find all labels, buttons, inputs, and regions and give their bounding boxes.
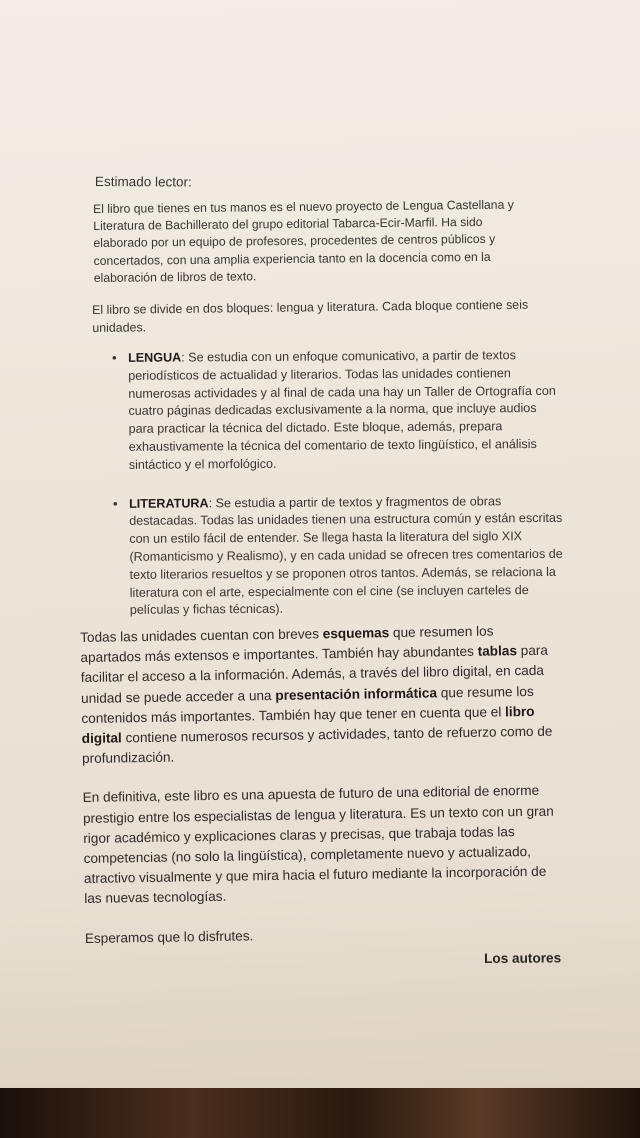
intro-paragraph: El libro que tienes en tus manos es el nuevo proyecto de Lengua Castellana y Literatura de Bachillerato del grupo editorial Tabarca-Ecir-Marfil. Ha sido elaborado por un equipo de profesores, procedentes de centros públicos y concertados, con una amplia experiencia tanto en la docencia como en la elaboración de libros de texto. xyxy=(93,197,514,285)
units-paragraph: Todas las unidades cuentan con breves esquemas que resumen los apartados más extensos e importantes. También hay abundantes tablas para facilitar el acceso a la información. Además, a través del libro digital, en cada unidad se puede acceder a una presentación informática que resume los contenidos más importantes. También hay que tener en cuenta que el libro digital contiene numerosos recursos y actividades, tanto de refuerzo como de profundización. xyxy=(80,623,553,767)
closing-line: Esperamos que lo disfrutes. xyxy=(84,927,254,946)
division-paragraph: El libro se divide en dos bloques: lengua y literatura. Cada bloque contiene seis unidades. xyxy=(92,297,529,335)
block-list xyxy=(108,347,566,641)
emphasis-esquemas: esquemas xyxy=(322,625,390,642)
conclusion-paragraph: En definitiva, este libro es una apuesta de futuro de una editorial de enorme prestigio entre los especialistas de lengua y literatura. Es un texto con un gran rigor académico y explicaciones claras y precisas, que trabaja todas las competencias (no solo la lingüística), completamente nuevo y actualizado, atractivo visualmente y que mira hacia el futuro mediante la incorporación de las nuevas tecnologías. xyxy=(82,783,554,907)
list-item-literatura xyxy=(109,492,566,620)
bullet-icon: • xyxy=(113,496,118,511)
bullet-text: : Se estudia a partir de textos y fragmentos de obras destacadas. Todas las unidades tienen una estructura común y están escritas con un estilo fácil de entender. Se llega hasta la literatura del siglo XIX (Romanticismo y Realismo), y en cada unidad se ofrecen tres comentarios de texto literarios resueltos y se proponen otros tantos. Además, se relaciona la literatura con el arte, especialmente con el cine (se incluyen carteles de películas y fichas técnicas). xyxy=(129,493,563,618)
bullet-term: LENGUA xyxy=(128,350,182,365)
background-surface xyxy=(0,1088,640,1138)
greeting: Estimado lector: xyxy=(94,174,192,190)
bullet-term: LITERATURA xyxy=(129,495,209,511)
emphasis-presentacion: presentación informática xyxy=(275,685,438,703)
list-item-lengua xyxy=(108,347,565,475)
bullet-icon: • xyxy=(112,350,117,365)
emphasis-libro-digital: libro digital xyxy=(81,703,535,747)
signature: Los autores xyxy=(484,950,562,966)
emphasis-tablas: tablas xyxy=(477,643,518,659)
bullet-text: : Se estudia con un enfoque comunicativo, a partir de textos periodísticos de actualidad y literarios. Todas las unidades contienen numerosas actividades y al final de cada una hay un Taller de Ortografía con cuatro páginas dedicadas exclusivamente a la norma, que incluye audios para practicar la técnica del dictado. Este bloque, además, prepara exhaustivamente la técnica del comentario de texto lingüístico, el análisis sintáctico y el morfológico. xyxy=(128,348,556,472)
main-body xyxy=(80,621,562,968)
